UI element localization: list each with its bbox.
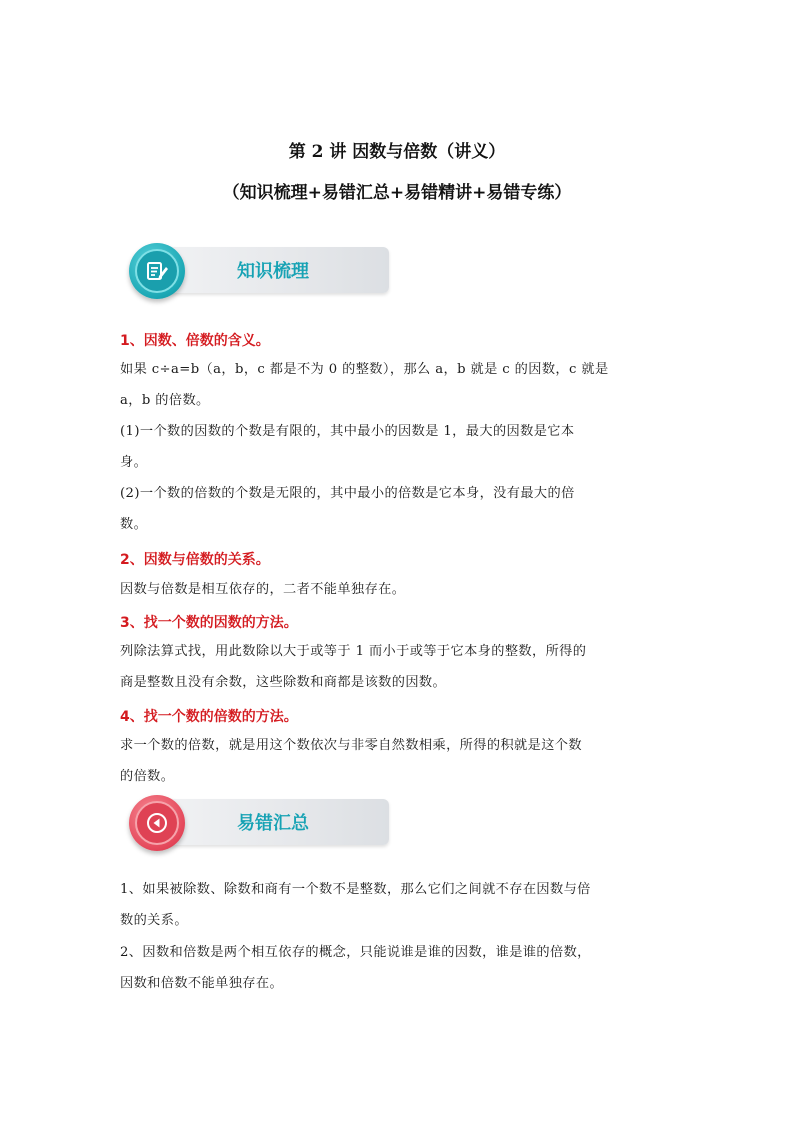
text-line: (2)一个数的倍数的个数是无限的，其中最小的倍数是它本身，没有最大的倍 — [120, 486, 575, 501]
errors-banner — [123, 795, 391, 857]
text-line: 2、因数和倍数是两个相互依存的概念，只能说谁是谁的因数，谁是谁的倍数， — [120, 945, 591, 960]
notepad-pen-icon — [135, 249, 179, 293]
error-item-1 — [120, 874, 680, 936]
text-line: 列除法算式找，用此数除以大于或等于 1 而小于或等于它本身的整数，所得的 — [120, 644, 587, 659]
text-line: 的倍数。 — [120, 769, 175, 784]
text-line: 因数和倍数不能单独存在。 — [120, 976, 284, 991]
section-heading: 3、找一个数的因数的方法。 — [120, 615, 298, 631]
text-line: a，b 的倍数。 — [120, 393, 210, 408]
paragraph-definition — [120, 354, 680, 540]
paragraph-find-multiples — [120, 730, 680, 792]
error-item-2 — [120, 937, 680, 999]
text-line: 求一个数的倍数，就是用这个数依次与非零自然数相乘，所得的积就是这个数 — [120, 738, 582, 753]
lecture-title: 第 2 讲 因数与倍数（讲义） — [288, 142, 506, 162]
paragraph-relation — [120, 574, 680, 605]
banner-label: 易错汇总 — [237, 813, 309, 834]
text-line: 商是整数且没有余数，这些除数和商都是该数的因数。 — [120, 675, 447, 690]
text-line: 1、如果被除数、除数和商有一个数不是整数，那么它们之间就不存在因数与倍 — [120, 882, 591, 897]
text-line: 如果 c÷a=b（a，b，c 都是不为 0 的整数），那么 a，b 就是 c 的因数，c 就是 — [120, 362, 609, 377]
paragraph-find-factors — [120, 636, 680, 698]
section-heading: 1、因数、倍数的含义。 — [120, 333, 270, 349]
section-heading: 4、找一个数的倍数的方法。 — [120, 709, 298, 725]
text-line: 身。 — [120, 455, 148, 470]
banner-circle — [129, 795, 185, 851]
banner-circle — [129, 243, 185, 299]
lecture-subtitle: （知识梳理+易错汇总+易错精讲+易错专练） — [222, 183, 572, 203]
banner-label: 知识梳理 — [237, 261, 309, 282]
play-back-icon — [135, 801, 179, 845]
text-line: (1)一个数的因数的个数是有限的，其中最小的因数是 1，最大的因数是它本 — [120, 424, 575, 439]
text-line: 因数与倍数是相互依存的，二者不能单独存在。 — [120, 582, 406, 597]
text-line: 数。 — [120, 517, 148, 532]
knowledge-banner — [123, 243, 391, 305]
text-line: 数的关系。 — [120, 913, 188, 928]
section-heading: 2、因数与倍数的关系。 — [120, 552, 270, 568]
